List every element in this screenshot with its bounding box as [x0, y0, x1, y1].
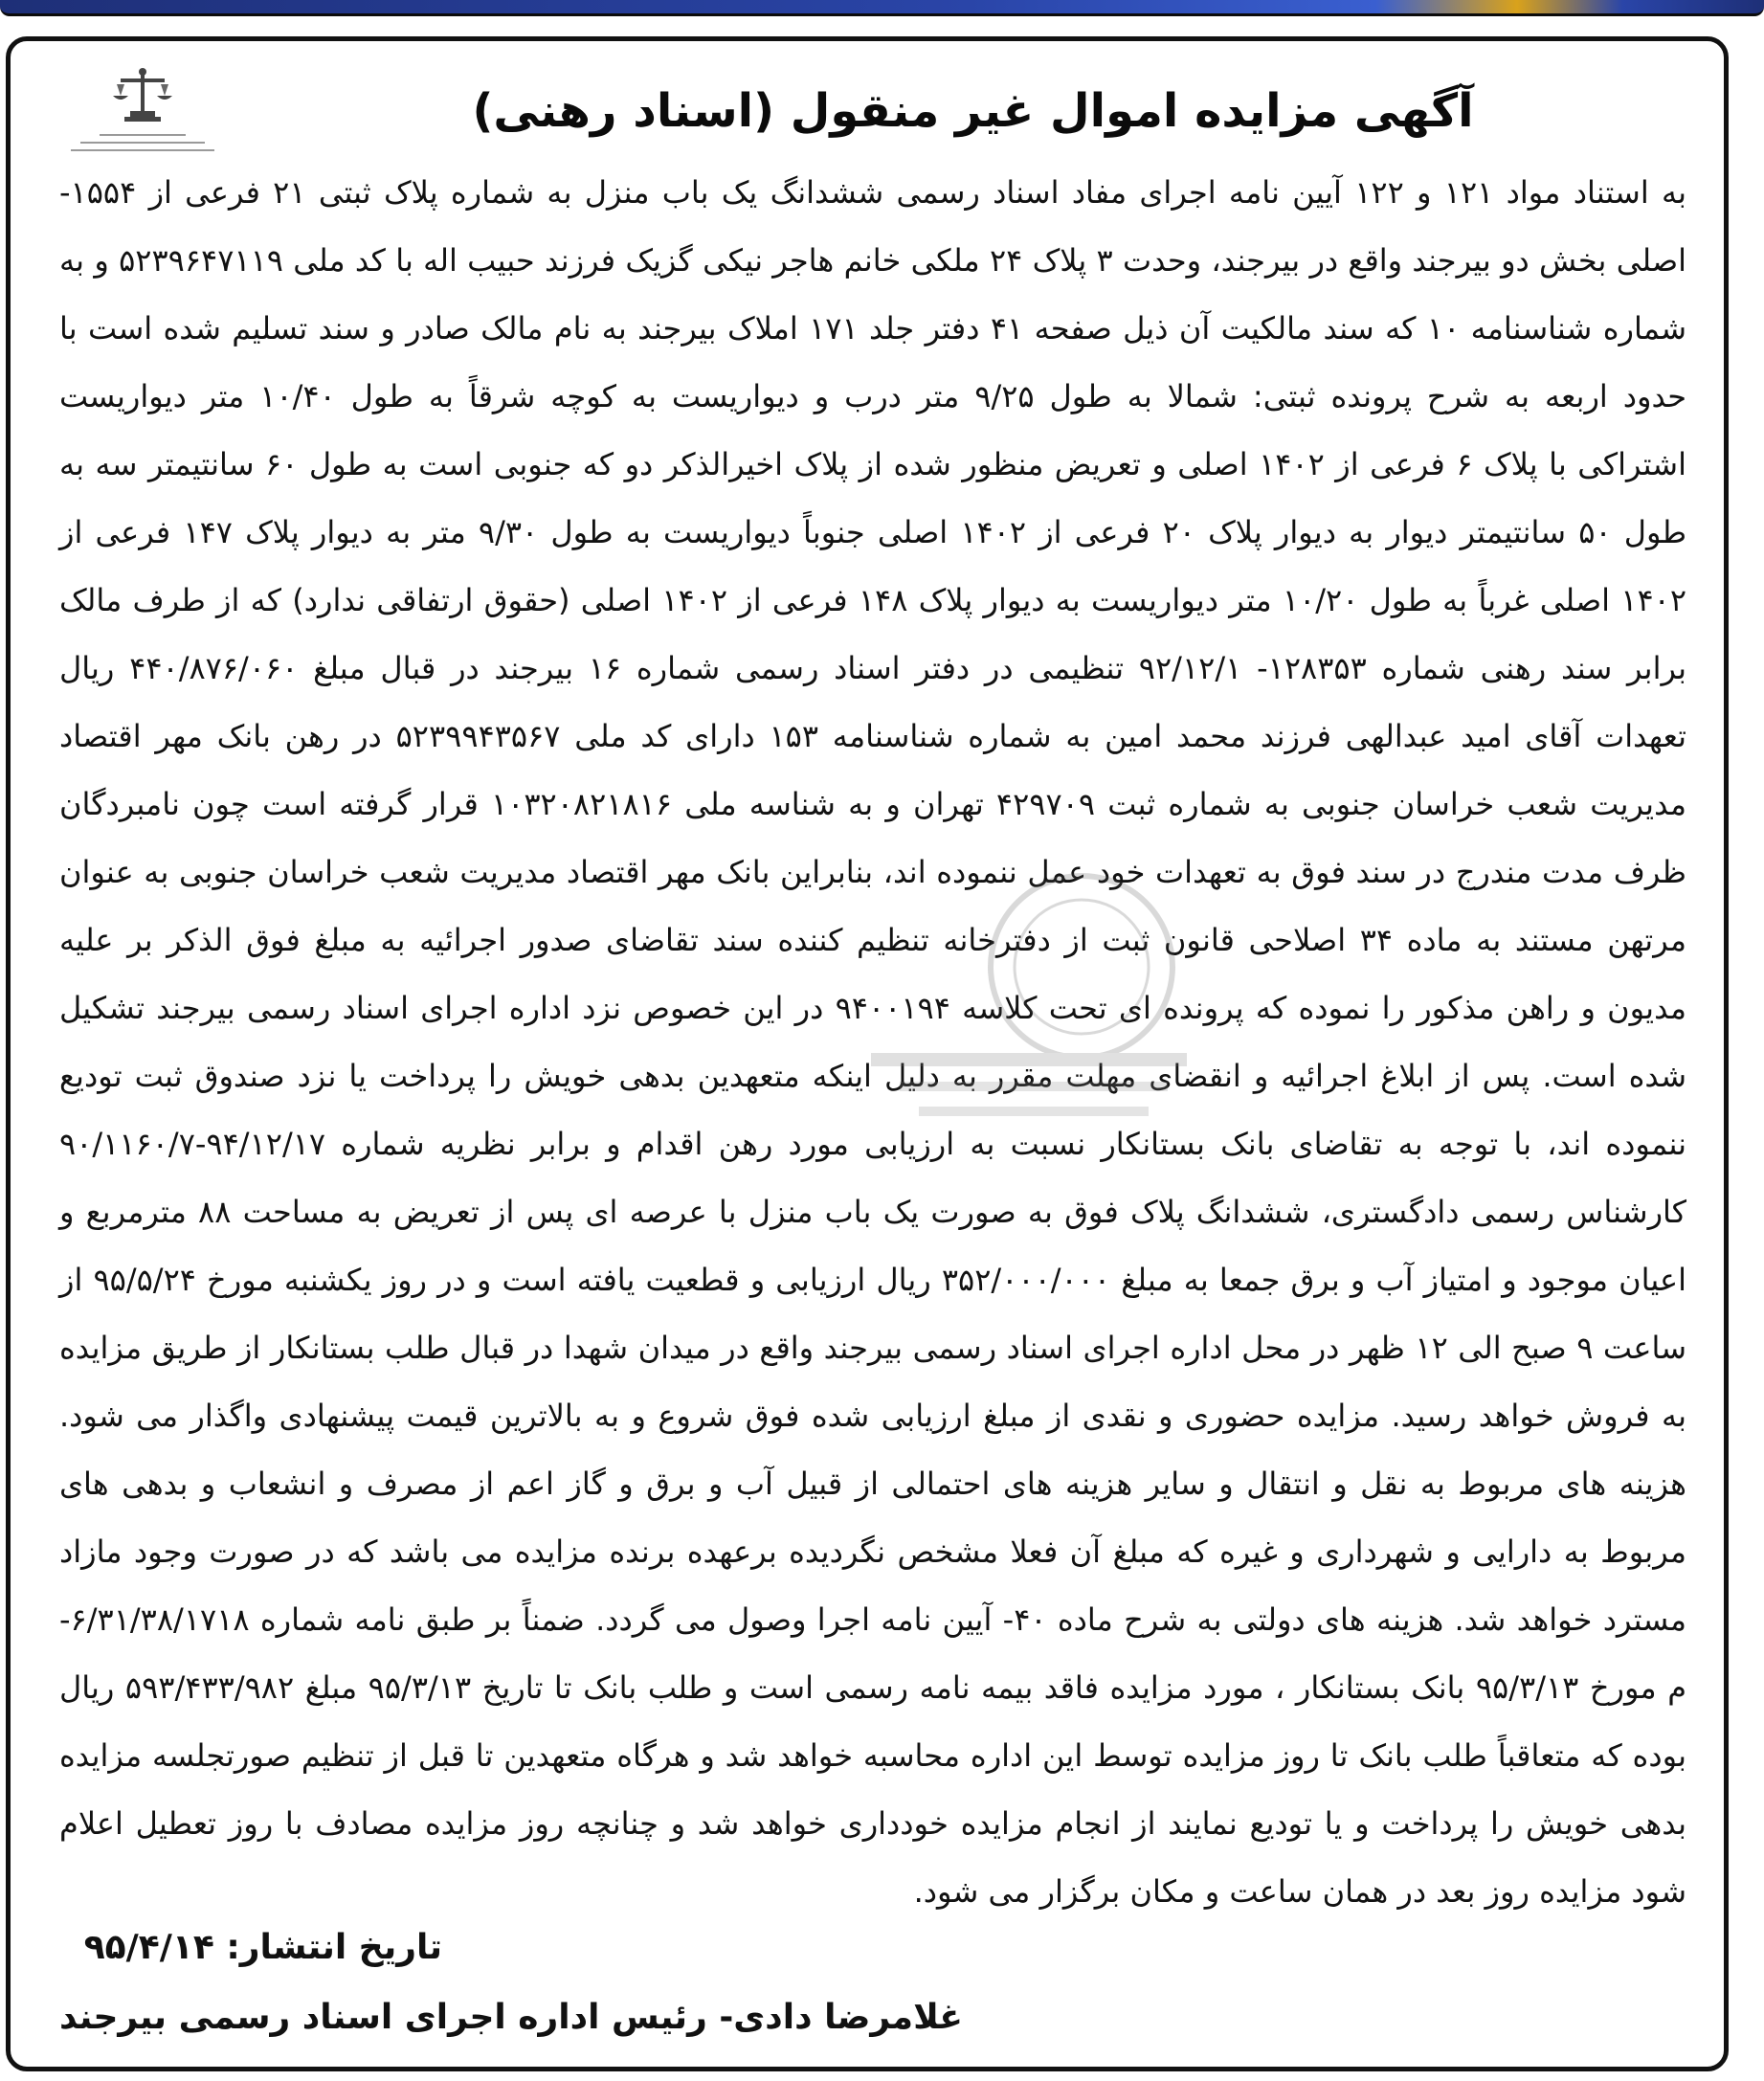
publish-date: تاریخ انتشار: ۹۵/۴/۱۴: [83, 1928, 442, 1967]
scales-icon: [109, 67, 176, 124]
notice-title: آگهی مزایده اموال غیر منقول (اسناد رهنی): [472, 84, 1474, 138]
top-banner-strip: [0, 0, 1764, 16]
signature-line: غلامرضا دادی- رئیس اداره اجرای اسناد رسمی بیرجند: [59, 1998, 963, 2037]
emblem-caption-lines: [66, 128, 219, 151]
notice-body: به استناد مواد ۱۲۱ و ۱۲۲ آیین نامه اجرای مفاد اسناد رسمی ششدانگ یک باب منزل به شماره پلاک ثبتی ۲۱ فرعی از ۱۵۵۴- اصلی بخش دو بیرجند واقع در بیرجند، وحدت ۳ پلاک ۲۴ ملکی خانم هاجر نیکی گزیک فرزند حبیب اله با کد ملی ۵۲۳۹۶۴۷۱۱۹ و به شماره شناسنامه ۱۰ که سند مالکیت آن ذیل صفحه ۴۱ دفتر جلد ۱۷۱ املاک بیرجند به نام مالک صادر و سند تسلیم شده است با حدود اربعه به شرح پرونده ثبتی: شمالا به طول ۹/۲۵ متر درب و دیواریست به کوچه شرقاً به طول ۱۰/۴۰ متر دیواریست اشتراکی با پلاک ۶ فرعی از ۱۴۰۲ اصلی و تعریض منظور شده از پلاک اخیرالذکر دو که جنوبی است به طول ۶۰ سانتیمتر سه به طول ۵۰ سانتیمتر دیوار به دیوار پلاک ۲۰ فرعی از ۱۴۰۲ اصلی جنوباً دیواریست به طول ۹/۳۰ متر به دیوار پلاک ۱۴۷ فرعی از ۱۴۰۲ اصلی غرباً به طول ۱۰/۲۰ متر دیواریست به دیوار پلاک ۱۴۸ فرعی از ۱۴۰۲ اصلی (حقوق ارتفاقی ندارد) که از طرف مالک برابر سند رهنی شماره ۱۲۸۳۵۳- ۹۲/۱۲/۱ تنظیمی در دفتر اسناد رسمی شماره ۱۶ بیرجند در قبال مبلغ ۴۴۰/۸۷۶/۰۶۰ ریال تعهدات آقای امید عبدالهی فرزند محمد امین به شماره شناسنامه ۱۵۳ دارای کد ملی ۵۲۳۹۹۴۳۵۶۷ در رهن بانک مهر اقتصاد مدیریت شعب خراسان جنوبی به شماره ثبت ۴۲۹۷۰۹ تهران و به شناسه ملی ۱۰۳۲۰۸۲۱۸۱۶ قرار گرفته است چون نامبردگان ظرف مدت مندرج در سند فوق به تعهدات خود عمل ننموده اند، بنابراین بانک مهر اقتصاد مدیریت شعب خراسان جنوبی به عنوان مرتهن مستند به ماده ۳۴ اصلاحی قانون ثبت از دفترخانه تنظیم کننده سند تقاضای صدور اجرائیه به مبلغ فوق الذکر بر علیه مدیون و راهن مذکور را نموده که پرونده ای تحت کلاسه ۹۴۰۰۱۹۴ در این خصوص نزد اداره اجرای اسناد رسمی بیرجند تشکیل شده است. پس از ابلاغ اجرائیه و انقضای مهلت مقرر به دلیل اینکه متعهدین بدهی خویش را پرداخت یا نزد صندوق ثبت تودیع ننموده اند، با توجه به تقاضای بانک بستانکار نسبت به ارزیابی مورد رهن اقدام و برابر نظریه شماره ۹۴/۱۲/۱۷-۹۰/۱۱۶۰/۷ کارشناس رسمی دادگستری، ششدانگ پلاک فوق به صورت یک باب منزل با عرصه ای پس از تعریض به مساحت ۸۸ مترمربع و اعیان موجود و امتیاز آب و برق جمعا به مبلغ ۳۵۲/۰۰۰/۰۰۰ ریال ارزیابی و قطعیت یافته است و در روز یکشنبه مورخ ۹۵/۵/۲۴ از ساعت ۹ صبح الی ۱۲ ظهر در محل اداره اجرای اسناد رسمی بیرجند واقع در میدان شهدا در قبال طلب بستانکار از طریق مزایده به فروش خواهد رسید. مزایده حضوری و نقدی از مبلغ ارزیابی شده فوق شروع و به بالاترین قیمت پیشنهادی واگذار می شود. هزینه های مربوط به نقل و انتقال و سایر هزینه های احتمالی از قبیل آب و برق و گاز اعم از مصرف و انشعاب و بدهی های مربوط به دارایی و شهرداری و غیره که مبلغ آن فعلا مشخص نگردیده برعهده برنده مزایده می باشد که در صورت وجود مازاد مسترد خواهد شد. هزینه های دولتی به شرح ماده ۴۰- آیین نامه اجرا وصول می گردد. ضمناً بر طبق نامه شماره ۶/۳۱/۳۸/۱۷۱۸- م مورخ ۹۵/۳/۱۳ بانک بستانکار ، مورد مزایده فاقد بیمه نامه رسمی است و طلب بانک تا تاریخ ۹۵/۳/۱۳ مبلغ ۵۹۳/۴۳۳/۹۸۲ ریال بوده که متعاقباً طلب بانک تا روز مزایده توسط این اداره محاسبه خواهد شد و هرگاه متعهدین تا قبل از تنظیم صورتجلسه مزایده بدهی خویش را پرداخت و یا تودیع نمایند از انجام مزایده خودداری خواهد شد و چنانچه روز مزایده مصادف با روز تعطیل اعلام شود مزایده روز بعد در همان ساعت و مکان برگزار می شود.: [59, 174, 1687, 1910]
